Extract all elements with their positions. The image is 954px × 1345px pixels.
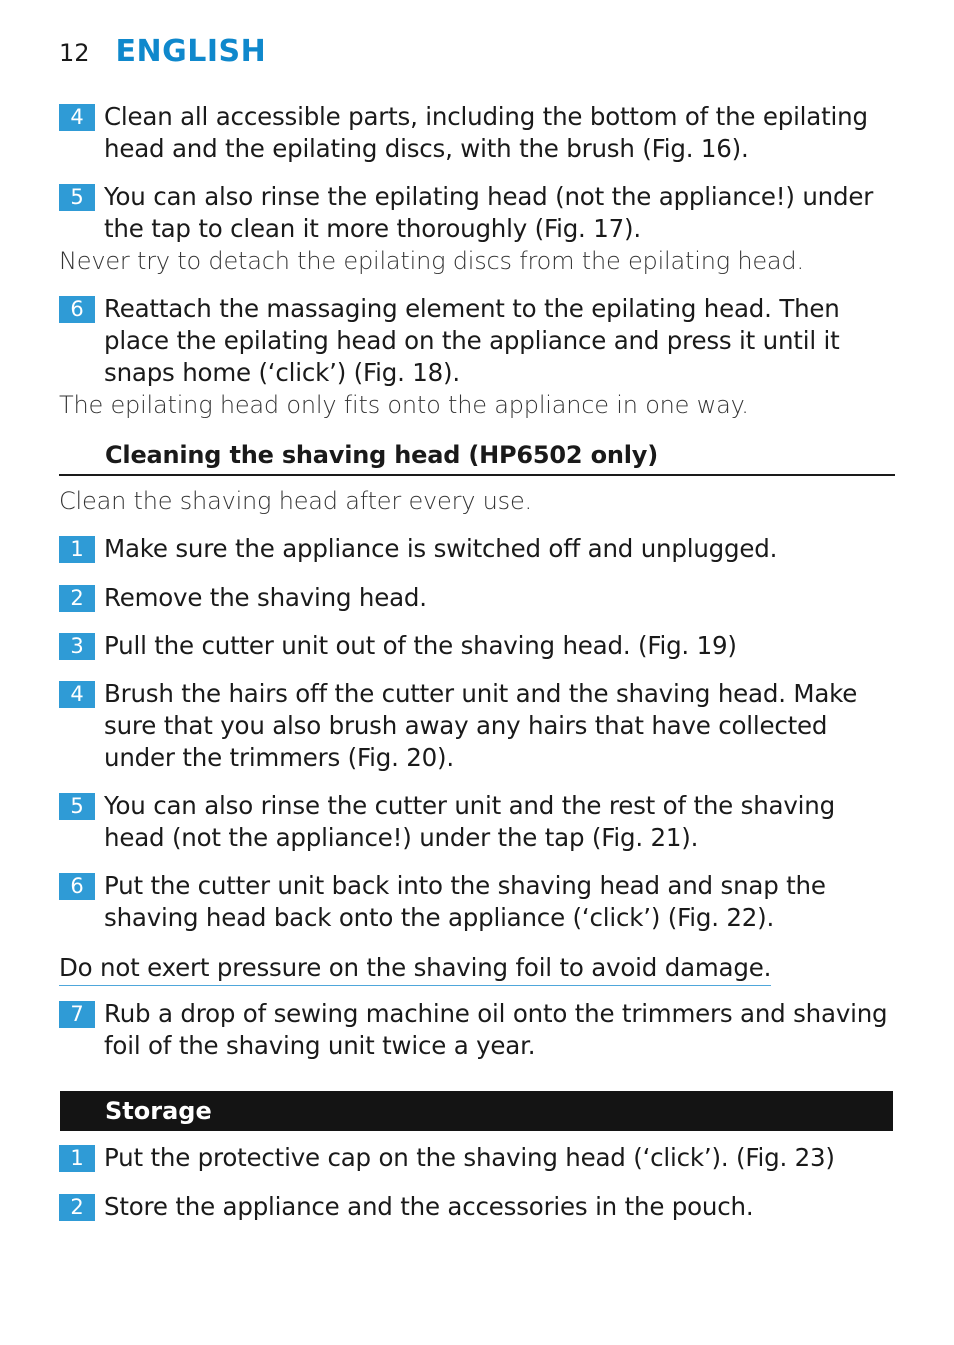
subheading-text: Cleaning the shaving head (HP6502 only) (105, 441, 659, 469)
note-clean-after-use: Clean the shaving head after every use. (59, 487, 532, 515)
step-number: 7 (59, 1001, 95, 1028)
subheading-cleaning-shaving-head (59, 438, 895, 476)
note-detach-discs: Never try to detach the epilating discs from the epilating head. (59, 247, 804, 275)
step-text: Brush the hairs off the cutter unit and the shaving head. Make sure that you also brush away any hairs that have collected under the trimmers (Fig. 20). (104, 679, 858, 772)
step-text: Store the appliance and the accessories in the pouch. (104, 1192, 754, 1221)
section-header-storage (60, 1091, 893, 1131)
step-text: Pull the cutter unit out of the shaving head. (Fig. 19) (104, 631, 737, 660)
step-text: Make sure the appliance is switched off and unplugged. (104, 534, 778, 563)
step-reattach-cutter-unit (59, 870, 899, 934)
step-number: 4 (59, 104, 95, 131)
step-text: Clean all accessible parts, including the bottom of the epilating head and the epilating discs, with the brush (Fig. 16). (104, 102, 868, 163)
step-oil-trimmers (59, 998, 899, 1062)
step-number: 5 (59, 184, 95, 211)
step-reattach-massaging-element (59, 293, 899, 389)
step-text: Remove the shaving head. (104, 583, 427, 612)
step-brush-hairs (59, 678, 899, 774)
step-number: 6 (59, 873, 95, 900)
step-rinse-cutter-unit (59, 790, 899, 854)
step-clean-parts (59, 101, 899, 165)
step-text: You can also rinse the cutter unit and the rest of the shaving head (not the appliance!) under the tap (Fig. 21). (104, 791, 835, 852)
warning-shaving-foil: Do not exert pressure on the shaving foil to avoid damage. (59, 952, 771, 986)
step-text: Reattach the massaging element to the epilating head. Then place the epilating head on the appliance and press it until it snaps home (‘click’) (Fig. 18). (104, 294, 840, 387)
note-one-way: The epilating head only fits onto the appliance in one way. (59, 391, 749, 419)
page-number: 12 (59, 39, 90, 67)
step-number: 4 (59, 681, 95, 708)
step-number: 5 (59, 793, 95, 820)
step-text: Put the cutter unit back into the shaving head and snap the shaving head back onto the appliance (‘click’) (Fig. 22). (104, 871, 826, 932)
step-number: 6 (59, 296, 95, 323)
step-remove-shaving-head (59, 582, 899, 614)
step-text: Rub a drop of sewing machine oil onto the trimmers and shaving foil of the shaving unit twice a year. (104, 999, 888, 1060)
step-number: 2 (59, 1194, 95, 1221)
step-switch-off (59, 533, 899, 565)
step-rinse-epilating-head (59, 181, 899, 245)
step-number: 1 (59, 1145, 95, 1172)
language-heading: ENGLISH (115, 34, 267, 69)
step-protective-cap (59, 1142, 899, 1174)
step-number: 3 (59, 633, 95, 660)
step-number: 2 (59, 585, 95, 612)
step-text: Put the protective cap on the shaving head (‘click’). (Fig. 23) (104, 1143, 835, 1172)
section-title: Storage (105, 1097, 212, 1125)
page-header (59, 34, 266, 74)
step-number: 1 (59, 536, 95, 563)
step-store-in-pouch (59, 1191, 899, 1223)
step-text: You can also rinse the epilating head (not the appliance!) under the tap to clean it more thoroughly (Fig. 17). (104, 182, 874, 243)
step-pull-cutter-unit (59, 630, 899, 662)
